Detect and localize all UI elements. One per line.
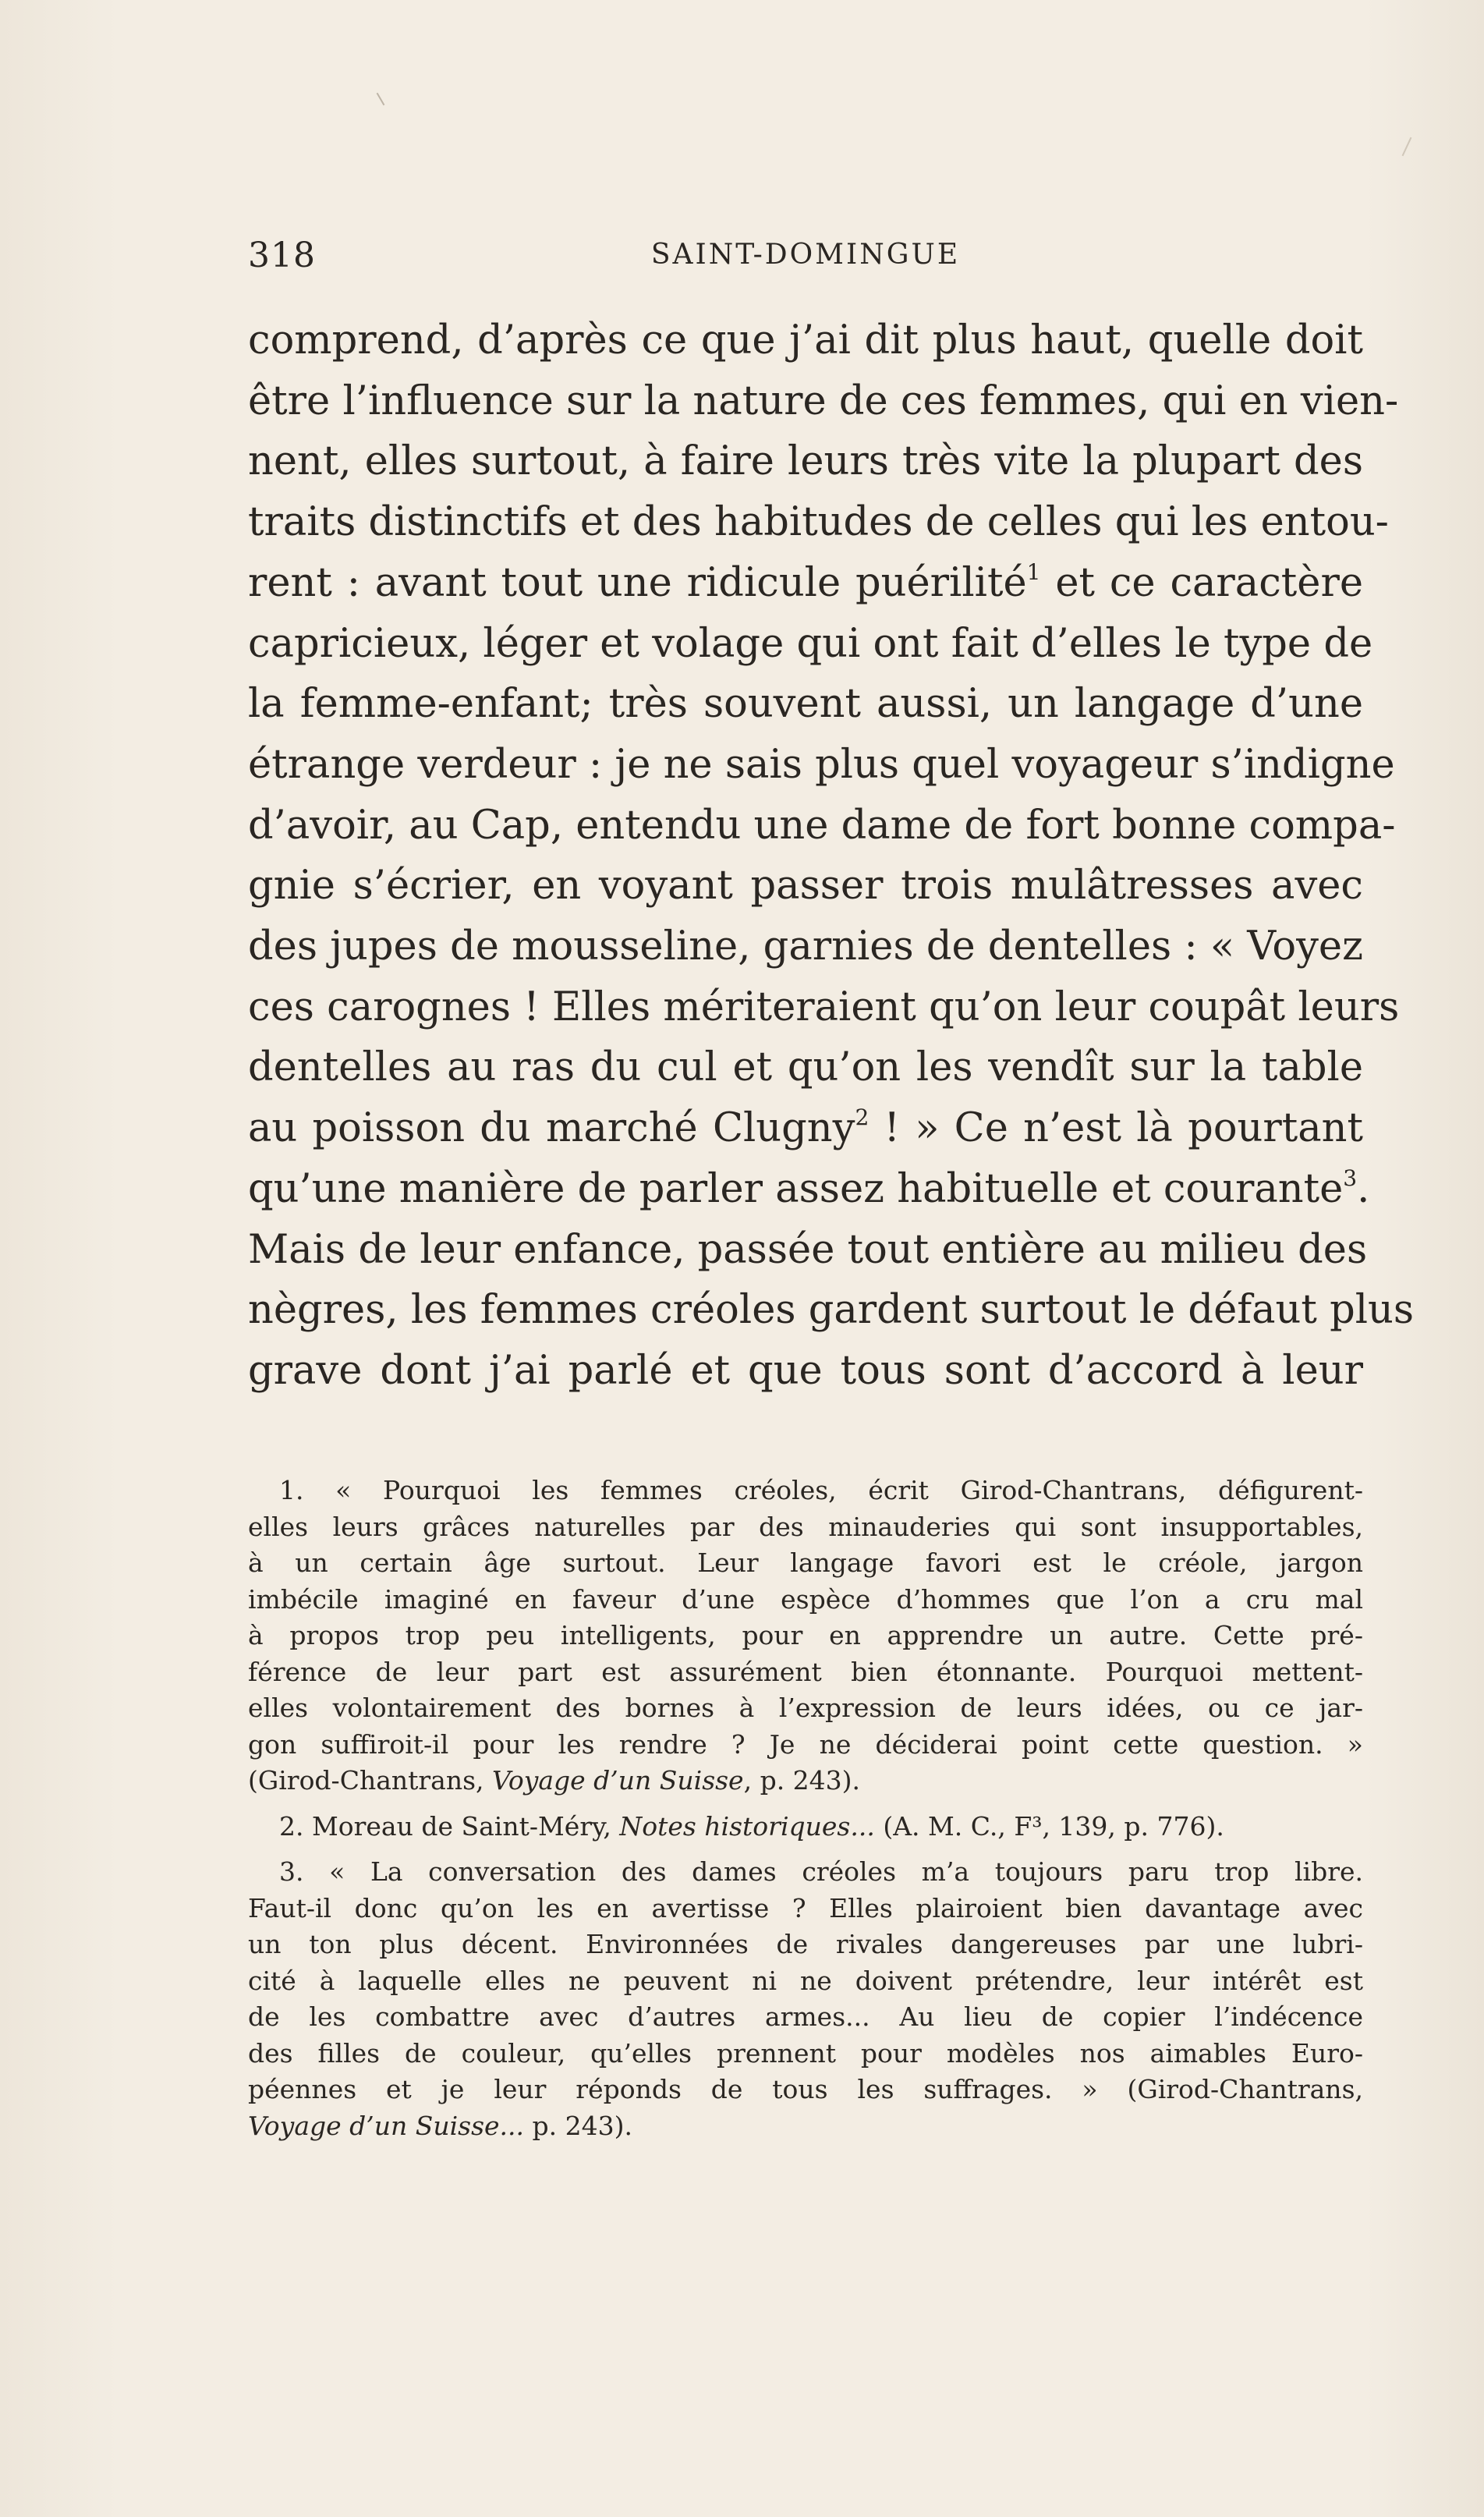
body-line: grave dont j’ai parlé et que tous sont d’accord à leur <box>248 1347 1363 1394</box>
footnote-line: de les combattre avec d’autres armes... Au lieu de copier l’indécence <box>248 2001 1363 2032</box>
body-line: nègres, les femmes créoles gardent surtout le défaut plus <box>248 1287 1415 1334</box>
line-text: au poisson du marché Clugny <box>248 1105 855 1152</box>
footnote-line: péennes et je leur réponds de tous les suffrages. » (Girod-Chantrans, <box>248 2074 1363 2104</box>
footnote-line: 1. « Pourquoi les femmes créoles, écrit Girod-Chantrans, défigurent- <box>279 1475 1363 1505</box>
footnote-2 <box>248 1809 1363 1845</box>
body-line: capricieux, léger et volage qui ont fait d’elles le type de <box>248 620 1373 667</box>
footnote-ref-1[interactable]: 1 <box>1026 558 1041 585</box>
line-text: . <box>1357 1165 1370 1212</box>
paper-mark <box>377 93 385 106</box>
citation-text: 2. Moreau de Saint-Méry, <box>279 1810 620 1842</box>
footnote-line: à un certain âge surtout. Leur langage favori est le créole, jargon <box>248 1547 1363 1578</box>
footnote-line: des filles de couleur, qu’elles prennent pour modèles nos aimables Euro- <box>248 2037 1363 2069</box>
footnote-line: cité à laquelle elles ne peuvent ni ne doivent prétendre, leur intérêt est <box>248 1965 1363 1996</box>
citation-text: (Girod-Chantrans, <box>248 1765 493 1796</box>
body-line: être l’influence sur la nature de ces femmes, qui en vien- <box>248 378 1399 424</box>
footnote-line: férence de leur part est assurément bien étonnante. Pourquoi mettent- <box>248 1656 1363 1687</box>
line-text: et ce caractère <box>1040 559 1364 606</box>
page-number: 318 <box>248 236 316 275</box>
body-line: gnie s’écrier, en voyant passer trois mulâtresses avec <box>248 863 1363 909</box>
citation-text: , p. 243). <box>743 1765 861 1796</box>
body-line: dentelles au ras du cul et qu’on les vendît sur la table <box>248 1044 1363 1091</box>
body-line: comprend, d’après ce que j’ai dit plus haut, quelle doit <box>248 317 1363 363</box>
paper-mark <box>1402 137 1412 156</box>
line-text: rent : avant tout une ridicule puérilité <box>248 559 1027 606</box>
body-line: étrange verdeur : je ne sais plus quel voyageur s’indigne <box>248 741 1395 788</box>
footnotes <box>248 1473 1363 2154</box>
footnote-line: 3. « La conversation des dames créoles m’a toujours paru trop libre. <box>279 1856 1363 1887</box>
footnote-line <box>248 2108 1363 2145</box>
body-line: ces carognes ! Elles mériteraient qu’on leur coupât leurs <box>248 984 1400 1030</box>
book-title: Notes historiques... <box>619 1810 875 1842</box>
book-title: Voyage d’un Suisse <box>492 1765 744 1796</box>
citation-text: (A. M. C., F³, 139, p. 776). <box>874 1810 1224 1842</box>
footnote-1 <box>248 1473 1363 1799</box>
line-text: ! » Ce n’est là pourtant <box>869 1105 1363 1152</box>
footnote-line: à propos trop peu intelligents, pour en apprendre un autre. Cette pré- <box>248 1620 1363 1650</box>
footnote-line: gon suffiroit-il pour les rendre ? Je ne déciderai point cette question. » <box>248 1728 1363 1760</box>
body-line: des jupes de mousseline, garnies de dentelles : « Voyez <box>248 923 1363 970</box>
body-line: la femme-enfant; très souvent aussi, un langage d’une <box>248 681 1363 728</box>
body-line <box>248 553 1363 614</box>
footnote-line: un ton plus décent. Environnées de rivales dangereuses par une lubri- <box>248 1929 1363 1959</box>
citation-text: p. 243). <box>524 2110 632 2141</box>
body-line: d’avoir, au Cap, entendu une dame de fort bonne compa- <box>248 802 1396 849</box>
body-line <box>248 1159 1370 1220</box>
running-title: SAINT-DOMINGUE <box>650 239 961 271</box>
footnote-ref-2[interactable]: 2 <box>855 1104 870 1131</box>
body-text <box>248 310 1415 1402</box>
footnote-line <box>248 1809 1363 1845</box>
body-line: nent, elles surtout, à faire leurs très vite la plupart des <box>248 438 1363 485</box>
footnote-ref-3[interactable]: 3 <box>1343 1165 1358 1191</box>
footnote-3 <box>248 1854 1363 2144</box>
body-line: Mais de leur enfance, passée tout entière au milieu des <box>248 1226 1368 1273</box>
page-header <box>248 236 1363 282</box>
footnote-line: elles leurs grâces naturelles par des minauderies qui sont insupportables, <box>248 1511 1363 1542</box>
footnote-line: imbécile imaginé en faveur d’une espèce d’hommes que l’on a cru mal <box>248 1583 1363 1615</box>
footnote-line: Faut-il donc qu’on les en avertisse ? Elles plairoient bien davantage avec <box>248 1892 1363 1923</box>
footnote-line <box>248 1763 1363 1799</box>
body-line: traits distinctifs et des habitudes de celles qui les entou- <box>248 499 1389 546</box>
line-text: qu’une manière de parler assez habituelle et courante <box>248 1165 1344 1212</box>
body-line <box>248 1098 1363 1159</box>
book-title: Voyage d’un Suisse... <box>248 2110 525 2141</box>
footnote-line: elles volontairement des bornes à l’expression de leurs idées, ou ce jar- <box>248 1693 1363 1723</box>
